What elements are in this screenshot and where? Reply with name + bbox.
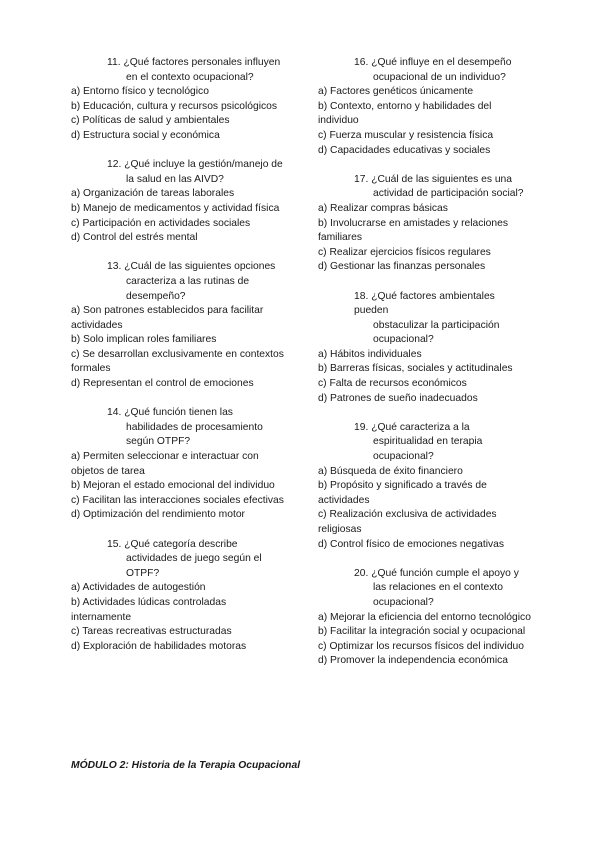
question-text-line: ocupacional?	[373, 451, 434, 463]
question-number: 20.	[354, 567, 369, 579]
question-text-line: habilidades de procesamiento	[126, 421, 263, 433]
question-text-line: espiritualidad en terapia	[373, 436, 483, 448]
answer-option: c) Se desarrollan exclusivamente en contextos formales	[71, 348, 284, 375]
question-text-line: ¿Qué categoría describe	[124, 538, 238, 550]
question-title	[71, 538, 285, 582]
answer-option: b) Solo implican roles familiares	[71, 334, 217, 346]
question-text-line: actividad de participación social?	[373, 188, 524, 200]
answer-option: a) Mejorar la eficiencia del entorno tecnológico	[318, 611, 531, 623]
answer-option: d) Promover la independencia económica	[318, 655, 509, 667]
question-text-line: ocupacional de un individuo?	[373, 71, 506, 83]
question-block	[71, 538, 285, 655]
question-text-line: ¿Qué influye en el desempeño	[371, 57, 512, 68]
question-block	[71, 158, 285, 246]
answer-option: c) Realizar ejercicios físicos regulares	[318, 246, 491, 258]
answer-option: a) Factores genéticos únicamente	[318, 86, 474, 98]
answer-option: c) Fuerza muscular y resistencia física	[318, 129, 494, 141]
question-number: 15.	[107, 538, 122, 550]
question-block	[71, 56, 285, 144]
question-text-line: ocupacional?	[373, 334, 434, 346]
question-block	[318, 173, 532, 275]
question-block	[318, 567, 532, 669]
answer-option: c) Políticas de salud y ambientales	[71, 115, 230, 127]
answer-option: a) Entorno físico y tecnológico	[71, 86, 209, 98]
answer-option: c) Participación en actividades sociales	[71, 217, 251, 229]
left-question-column	[71, 56, 285, 669]
question-number: 14.	[107, 407, 122, 419]
question-number: 13.	[107, 261, 122, 273]
question-text-line: ¿Qué caracteriza a la	[371, 421, 470, 433]
answer-option: a) Búsqueda de éxito financiero	[318, 465, 463, 477]
question-text-line: la salud en las AIVD?	[126, 173, 224, 185]
answer-option: c) Optimizar los recursos físicos del individuo	[318, 640, 525, 652]
answer-option: b) Facilitar la integración social y ocupacional	[318, 626, 526, 638]
question-text-line: ¿Cuál de las siguientes es una	[371, 173, 513, 185]
answer-option: b) Barreras físicas, sociales y actitudinales	[318, 363, 513, 375]
question-text-line: en el contexto ocupacional?	[126, 71, 254, 83]
question-title	[71, 158, 285, 187]
question-text-line: ¿Qué función cumple el apoyo y	[371, 567, 519, 579]
question-block	[71, 406, 285, 523]
question-number: 18.	[354, 290, 369, 302]
question-number: 19.	[354, 421, 369, 433]
question-number: 12.	[107, 159, 122, 171]
question-text-line: ¿Qué incluye la gestión/manejo de	[124, 159, 283, 171]
question-title	[318, 567, 532, 611]
answer-option: b) Actividades lúdicas controladas internamente	[71, 596, 227, 623]
answer-option: b) Educación, cultura y recursos psicológicos	[71, 100, 278, 112]
right-question-column	[318, 56, 532, 684]
question-title	[318, 421, 532, 465]
module-heading: MÓDULO 2: Historia de la Terapia Ocupacional	[71, 760, 301, 771]
answer-option: a) Hábitos individuales	[318, 348, 422, 360]
answer-option: d) Capacidades educativas y sociales	[318, 144, 491, 156]
answer-option: b) Propósito y significado a través de actividades	[318, 480, 487, 506]
answer-option: b) Contexto, entorno y habilidades del individuo	[318, 100, 492, 127]
question-text-line: ¿Cuál de las siguientes opciones	[124, 261, 276, 273]
answer-option: c) Facilitan las interacciones sociales efectivas	[71, 494, 284, 506]
question-block	[318, 290, 532, 407]
question-text-line: ¿Qué factores personales influyen	[123, 57, 281, 68]
answer-option: d) Control físico de emociones negativas	[318, 538, 505, 550]
question-text-line: ocupacional?	[373, 596, 434, 608]
answer-option: b) Manejo de medicamentos y actividad física	[71, 202, 280, 214]
question-text-line: las relaciones en el contexto	[373, 582, 503, 594]
question-number: 16.	[354, 57, 369, 68]
question-title	[71, 56, 285, 85]
answer-option: a) Realizar compras básicas	[318, 202, 448, 214]
question-text-line: ¿Qué función tienen las	[124, 407, 233, 419]
answer-option: d) Gestionar las finanzas personales	[318, 261, 486, 273]
answer-option: a) Actividades de autogestión	[71, 582, 206, 594]
answer-option: c) Tareas recreativas estructuradas	[71, 626, 232, 638]
answer-option: c) Falta de recursos económicos	[318, 378, 467, 390]
question-number: 17.	[354, 173, 369, 185]
question-title	[71, 260, 285, 304]
answer-option: d) Estructura social y económica	[71, 129, 220, 141]
question-text-line: actividades de juego según el	[126, 553, 262, 565]
question-text-line: obstaculizar la participación	[373, 319, 500, 331]
answer-option: b) Mejoran el estado emocional del individuo	[71, 480, 275, 492]
answer-option: a) Permiten seleccionar e interactuar con objetos de tarea	[71, 451, 259, 477]
answer-option: d) Optimización del rendimiento motor	[71, 509, 245, 521]
question-title	[318, 290, 532, 348]
question-title	[71, 406, 285, 450]
answer-option: d) Representan el control de emociones	[71, 378, 254, 390]
question-block	[71, 260, 285, 391]
question-text-line: desempeño?	[126, 290, 186, 302]
question-block	[318, 421, 532, 552]
answer-option: d) Patrones de sueño inadecuados	[318, 392, 478, 404]
question-text-line: según OTPF?	[126, 436, 191, 448]
answer-option: d) Control del estrés mental	[71, 232, 198, 244]
question-block	[318, 56, 532, 158]
question-title	[318, 173, 532, 202]
question-title	[318, 56, 532, 85]
question-text-line: ¿Qué factores ambientales pueden	[354, 290, 495, 317]
answer-option: a) Son patrones establecidos para facilitar actividades	[71, 305, 264, 331]
answer-option: c) Realización exclusiva de actividades religiosas	[318, 509, 497, 535]
question-number: 11.	[107, 57, 121, 68]
answer-option: b) Involucrarse en amistades y relaciones familiares	[318, 217, 509, 244]
answer-option: a) Organización de tareas laborales	[71, 188, 235, 200]
question-text-line: caracteriza a las rutinas de	[126, 275, 250, 287]
answer-option: d) Exploración de habilidades motoras	[71, 640, 247, 652]
question-text-line: OTPF?	[126, 567, 160, 579]
